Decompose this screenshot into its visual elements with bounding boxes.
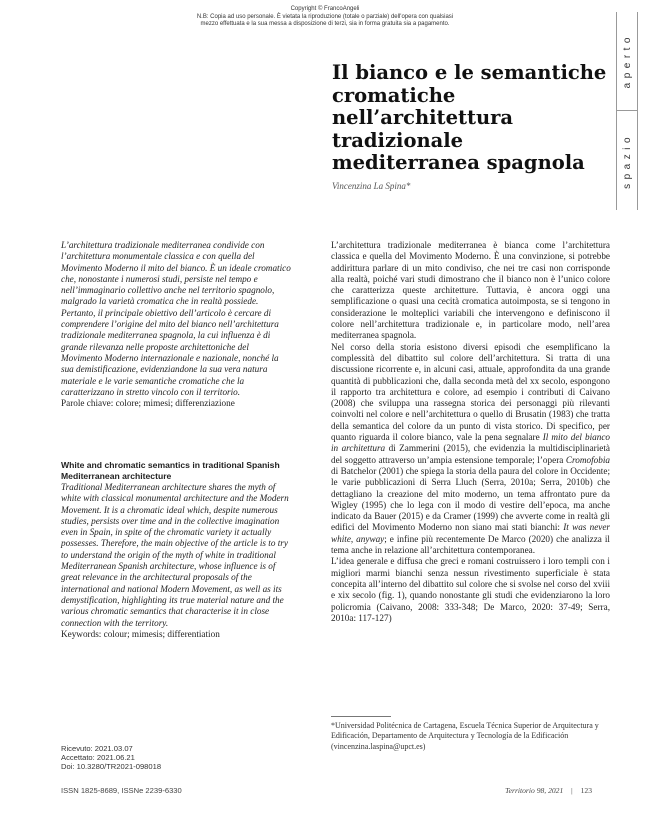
author-affiliation-footnote: *Universidad Politécnica de Cartagena, Escuela Técnica Superior de Arquitectura y Edificación, Departamento de Arquitectura y Tecnología de la Edificación (vincenzina.laspina@upct.es) (331, 721, 599, 751)
abstract-english-title: White and chromatic semantics in traditional Spanish Mediterranean architecture (61, 460, 280, 481)
abstract-english-text: Traditional Mediterranean architecture shares the myth of white with classical monumental architecture and the Modern Movement. It is a chromatic ideal which, despite numerous studies, persists over time and in the collective imagination even in Spain, in spite of the chromatic variety it actually possesses. Therefore, the main objective of the article is to try to understand the origin of the myth of white in traditional Mediterranean Spanish architecture, whose influence is of great relevance in the architectural proposals of the international and national Modern Movement, as well as its demystification, highlighting its true material nature and the various chromatic semantics that characterise it in close connection with the territory. (61, 482, 289, 628)
footer-issue: 98, 2021 (536, 786, 564, 795)
abstract-english (61, 460, 291, 640)
received-date: Ricevuto: 2021.03.07 (61, 744, 133, 753)
copyright-notice (0, 6, 650, 29)
body-p2-text-c: di Batchelor (2001) che spiega la storia della paura del colore in Occidente; le varie pubblicazioni di Serra Lluch (Serra, 2010a; Serra, 2010b) che dettagliano la creazione del mito moderno, un tema affrontato pure da Wigley (1995) che lo lega con il modo di vestire dell’epoca, ma anche indicato da Bauer (2015) e da Cramer (1999) che avverte come in realtà gli edifici del Movimento Moderno non siano mai stati bianchi: (331, 465, 610, 533)
keywords-italian: Parole chiave: colore; mimesi; differenziazione (61, 398, 235, 409)
body-paragraph-1: L’architettura tradizionale mediterranea è bianca come l’architettura classica e quella del Movimento Moderno. È una convinzione, si potrebbe addirittura parlare di un mito condiviso, che nei tre casi non corrisponde alla realtà, poiché vari studi dimostrano che il bianco non è l’unico colore che caratterizza queste architetture. Tuttavia, è ancora oggi una semplificazione o quasi una cecità cromatica autoimposta, se si tengono in considerazione le molteplici variabili che intervengono e definiscono il colore nell’architettura tradizionale e, in particolare modo, nell’area mediterranea spagnola. (331, 240, 610, 341)
section-tab-upper (617, 12, 637, 110)
article-dates (61, 744, 291, 772)
body-p2-text-a: Nel corso della storia esistono diversi episodi che esemplificano la complessità del dibattito sul colore dell’architettura. Si tratta di una discussione ricorrente e, in alcuni casi, attuale, approfondita da una grande quantità di pubblicazioni che, dalla seconda metà del xx secolo, espongono il rapporto tra architettura e colore, ad esempio i contributi di Caivano (2008) che sviluppa una rassegna storica dei personaggi più rilevanti coinvolti nel colore e nell’architettura o quello di Brusatin (1983) che tratta della semantica del colore da un punto di vista storico. Di specifico, per quanto riguarda il colore bianco, vale la pena segnalare (331, 341, 610, 443)
copyright-notice-line-2: mezzo effettuata e la sua messa a disposizione di terzi, sia in forma gratuita sia a pagamento. (200, 21, 450, 27)
footer-separator: | (571, 786, 573, 795)
copyright-line: Copyright © FrancoAngeli (290, 6, 360, 12)
body-p2-italic-cromofobia: Cromofobia (565, 454, 610, 465)
keywords-english: Keywords: colour; mimesis; differentiation (61, 628, 220, 639)
body-p2-text-d: ; e infine più recentemente De Marco (2020) che analizza il tema anche in relazione all’architettura contemporanea. (331, 533, 610, 556)
article-body (331, 240, 610, 624)
article-title: Il bianco e le semantiche cromatiche nell’architettura tradizionale mediterranea spagnola (332, 61, 607, 174)
footer-journal-name: Territorio (505, 786, 535, 795)
accepted-date: Accettato: 2021.06.21 (61, 753, 135, 763)
body-paragraph-3: L’idea generale e diffusa che greci e romani costruissero i loro templi con i migliori marmi bianchi senza nessun rivestimento superficiale è stata concepita all’interno del dibattito sul colore che si svolse nel corso del xviii e xix secolo (fig. 1), quando nonostante gli studi che evidenziarono la loro policromia (Caivano, 2008: 333-348; De Marco, 2020: 37-49; Serra, 2010a: 117-127) (331, 556, 610, 623)
body-p2-italic-book-title: Il mito del bianco in architettura (331, 432, 610, 454)
footnote-rule (331, 716, 391, 717)
body-paragraph-2 (331, 342, 610, 557)
section-tab-word-aperto: aperto (621, 33, 633, 89)
footer-page-number: 123 (580, 786, 592, 795)
body-p2-text-b: di Zammerini (2015), che evidenzia la multidisciplinarietà del soggetto attraverso un’ampia estensione temporale; l’opera (331, 443, 610, 465)
footer-journal-info (505, 786, 592, 795)
abstract-italian (61, 240, 291, 409)
doi: Doi: 10.3280/TR2021-098018 (61, 762, 162, 772)
section-tab (616, 12, 638, 210)
article-author: Vincenzina La Spina* (332, 181, 411, 191)
section-tab-lower (617, 111, 637, 210)
abstract-italian-text: L’architettura tradizionale mediterranea condivide con l’architettura monumentale classica e con quella del Movimento Moderno il mito del bianco. È un ideale cromatico che, nonostante i numerosi studi, persiste nel tempo e nell’immaginario collettivo anche nel territorio spagnolo, malgrado la varietà cromatica che in realtà possiede. Pertanto, il principale obiettivo dell’articolo è cercare di comprendere l’origine del mito del bianco nell’architettura tradizionale mediterranea spagnola, la cui influenza è di grande rilevanza nelle proposte architettoniche del Movimento Moderno internazionale e nazionale, nonché la sua demistificazione, evidenziandone la sua vera natura materiale e le varie semantiche cromatiche che la caratterizzano in stretto vincolo con il territorio. (61, 240, 291, 397)
footer-issn: ISSN 1825-8689, ISSNe 2239-6330 (61, 786, 182, 795)
body-p2-italic-quote: It was never white, anyway (331, 522, 610, 544)
copyright-notice-line-1: N.B: Copia ad uso personale. È vietata la riproduzione (totale o parziale) dell'opera con qualsiasi (196, 13, 454, 20)
section-tab-word-spazio: spazio (621, 132, 633, 189)
